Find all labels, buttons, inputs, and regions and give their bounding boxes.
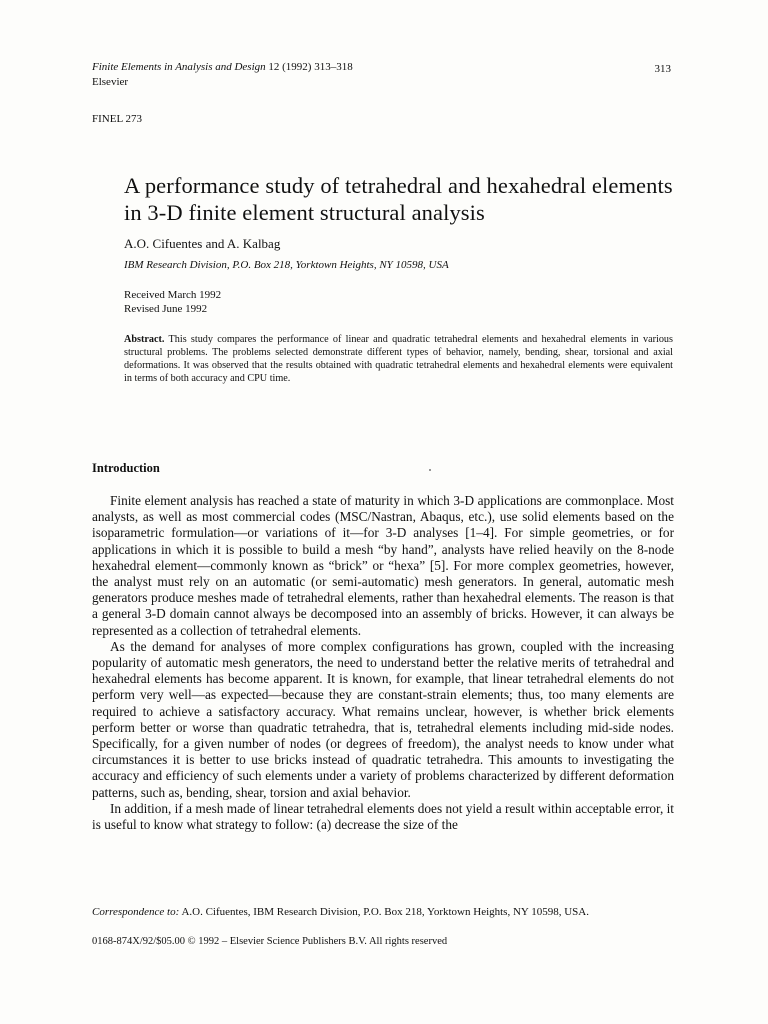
correspondence-label: Correspondence to: <box>92 906 180 918</box>
page-number: 313 <box>654 63 671 75</box>
section-heading-introduction: Introduction <box>92 461 160 475</box>
abstract-label: Abstract. <box>124 334 165 345</box>
received-date: Received March 1992 <box>124 289 222 301</box>
journal-citation <box>92 60 353 74</box>
publisher: Elsevier <box>92 76 129 88</box>
scan-speck <box>429 469 431 471</box>
abstract <box>124 333 673 385</box>
revised-date: Revised June 1992 <box>124 303 208 315</box>
article-code: FINEL 273 <box>92 113 143 125</box>
correspondence-footnote <box>92 905 589 919</box>
introduction-body <box>92 493 674 833</box>
affiliation: IBM Research Division, P.O. Box 218, Yorktown Heights, NY 10598, USA <box>124 259 449 271</box>
correspondence-text: A.O. Cifuentes, IBM Research Division, P.O. Box 218, Yorktown Heights, NY 10598, USA. <box>181 906 589 918</box>
authors: A.O. Cifuentes and A. Kalbag <box>124 236 281 251</box>
paragraph: Finite element analysis has reached a state of maturity in which 3-D applications are commonplace. Most analysts, as well as most commercial codes (MSC/Nastran, Abaqus, etc.), use solid elements based on the isoparametric formulation—or variations of it—for 3-D analyses [1–4]. For simple geometries, or for applications in which it is possible to build a mesh “by hand”, analysts have relied heavily on the 8-node hexahedral element—commonly known as “brick” or “hexa” [5]. For more complex geometries, however, the analyst must rely on an automatic (or semi-automatic) mesh generators. In general, automatic mesh generators produce meshes made of tetrahedral elements, rather than hexahedral elements. The reason is that a general 3-D domain cannot always be decomposed into an assembly of bricks. However, it can always be represented as a collection of tetrahedral elements. <box>92 493 674 638</box>
journal-name: Finite Elements in Analysis and Design <box>92 61 266 73</box>
paragraph: In addition, if a mesh made of linear tetrahedral elements does not yield a result within acceptable error, it is useful to know what strategy to follow: (a) decrease the size of the <box>92 800 674 833</box>
abstract-text: This study compares the performance of linear and quadratic tetrahedral elements and hexahedral elements in various structural problems. The problems selected demonstrate different types of behavior, namely, bending, shear, torsional and axial deformations. It was observed that the results obtained with quadratic tetrahedral elements and hexahedral elements were equivalent in terms of both accuracy and CPU time. <box>124 334 673 384</box>
journal-volume-pages: 12 (1992) 313–318 <box>268 61 353 73</box>
article-title: A performance study of tetrahedral and hexahedral elements in 3-D finite element structural analysis <box>124 173 673 225</box>
copyright-line: 0168-874X/92/$05.00 © 1992 – Elsevier Science Publishers B.V. All rights reserved <box>92 936 448 947</box>
paragraph: As the demand for analyses of more complex configurations has grown, coupled with the increasing popularity of automatic mesh generators, the need to understand better the relative merits of tetrahedral and hexahedral elements has become apparent. It is known, for example, that linear tetrahedral elements do not perform very well—as expected—because they are constant-strain elements; thus, too many elements are required to achieve a satisfactory accuracy. What remains unclear, however, is whether brick elements perform better or worse than quadratic tetrahedra, that is, tetrahedral elements including mid-side nodes. Specifically, for a given number of nodes (or degrees of freedom), the analyst needs to know under what circumstances it is better to use bricks instead of quadratic tetrahedra. This amounts to investigating the accuracy and efficiency of such elements under a variety of problems characterized by different deformation patterns, such as, bending, shear, torsion and axial behavior. <box>92 638 674 800</box>
